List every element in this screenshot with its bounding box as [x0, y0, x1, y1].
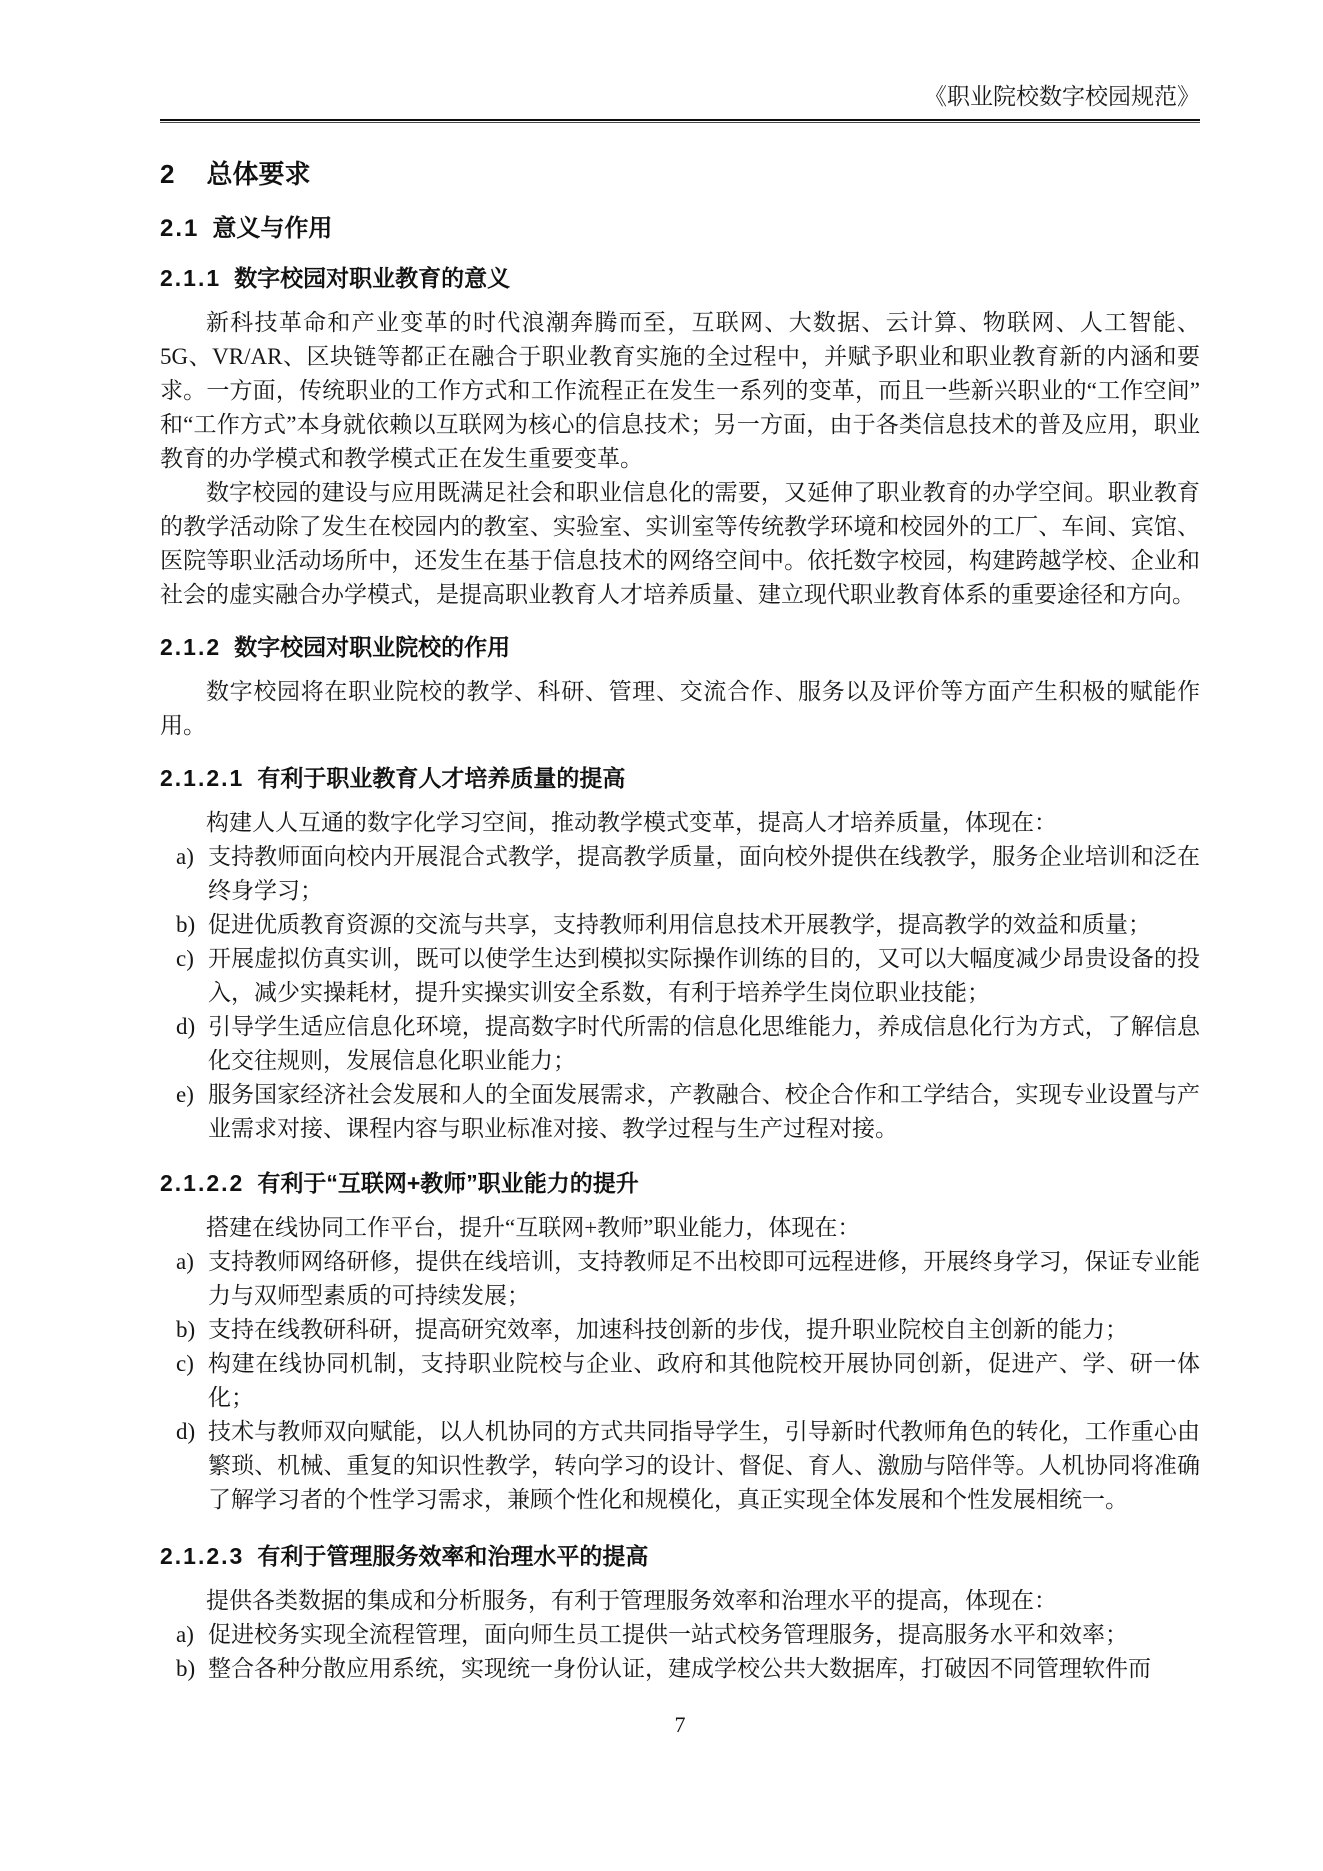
header-rule [160, 119, 1200, 123]
list-item-text: 促进优质教育资源的交流与共享，支持教师利用信息技术开展教学，提高教学的效益和质量； [208, 912, 1151, 937]
body-paragraph: 数字校园的建设与应用既满足社会和职业信息化的需要，又延伸了职业教育的办学空间。职业教育的教学活动除了发生在校园内的教室、实验室、实训室等传统教学环境和校园外的工厂、车间、宾馆、医院等职业活动场所中，还发生在基于信息技术的网络空间中。依托数字校园，构建跨越学校、企业和社会的虚实融合办学模式，是提高职业教育人才培养质量、建立现代职业教育体系的重要途径和方向。 [160, 480, 1200, 607]
list-item [160, 1652, 1200, 1686]
list-item-marker: b) [176, 1317, 196, 1342]
list-item [160, 908, 1200, 942]
list-item [160, 1010, 1200, 1078]
list-item-marker: d) [176, 1014, 196, 1039]
subsection-heading-2-1-2-2 [160, 1170, 1200, 1197]
subsection-title: 有利于“互联网+教师”职业能力的提升 [257, 1170, 639, 1196]
list-item [160, 1618, 1200, 1652]
list-item-marker: b) [176, 912, 196, 937]
list-intro-paragraph: 构建人人互通的数字化学习空间，推动教学模式变革，提高人才培养质量，体现在： [206, 810, 1057, 835]
list-item-text: 开展虚拟仿真实训，既可以使学生达到模拟实际操作训练的目的，又可以大幅度减少昂贵设备的投入，减少实操耗材，提升实操实训安全系数，有利于培养学生岗位职业技能； [208, 946, 1200, 1005]
alpha-list [160, 1245, 1200, 1517]
list-item-marker: c) [176, 1351, 194, 1376]
list-item-text: 技术与教师双向赋能，以人机协同的方式共同指导学生，引导新时代教师角色的转化，工作重心由繁琐、机械、重复的知识性教学，转向学习的设计、督促、育人、激励与陪伴等。人机协同将准确了解学习者的个性学习需求，兼顾个性化和规模化，真正实现全体发展和个性发展相统一。 [208, 1419, 1200, 1512]
section-heading [160, 215, 1200, 243]
subsection-title: 有利于管理服务效率和治理水平的提高 [257, 1543, 649, 1569]
subsection-heading-2-1-1 [160, 265, 1200, 292]
running-header-title: 《职业院校数字校园规范》 [924, 84, 1200, 109]
list-intro-paragraph: 搭建在线协同工作平台，提升“互联网+教师”职业能力，体现在： [206, 1215, 861, 1240]
list-item-text: 服务国家经济社会发展和人的全面发展需求，产教融合、校企合作和工学结合，实现专业设置与产业需求对接、课程内容与职业标准对接、教学过程与生产过程对接。 [208, 1082, 1200, 1141]
list-item-text: 支持在线教研科研，提高研究效率，加速科技创新的步伐，提升职业院校自主创新的能力； [208, 1317, 1128, 1342]
subsection-title: 数字校园对职业教育的意义 [234, 265, 511, 291]
list-item-marker: a) [176, 844, 194, 869]
page-number: 7 [674, 1712, 686, 1737]
list-item-text: 促进校务实现全流程管理，面向师生员工提供一站式校务管理服务，提高服务水平和效率； [208, 1622, 1128, 1647]
list-item-text: 支持教师面向校内开展混合式教学，提高教学质量，面向校外提供在线教学，服务企业培训和泛在终身学习； [208, 844, 1200, 903]
list-item [160, 1078, 1200, 1146]
list-intro-paragraph: 提供各类数据的集成和分析服务，有利于管理服务效率和治理水平的提高，体现在： [206, 1588, 1057, 1613]
list-item [160, 1347, 1200, 1415]
list-item-marker: c) [176, 946, 194, 971]
list-item-text: 支持教师网络研修，提供在线培训，支持教师足不出校即可远程进修，开展终身学习，保证专业能力与双师型素质的可持续发展； [208, 1249, 1200, 1308]
list-item-marker: e) [176, 1082, 194, 1107]
list-item-marker: b) [176, 1656, 196, 1681]
list-item-text: 引导学生适应信息化环境，提高数字时代所需的信息化思维能力，养成信息化行为方式，了解信息化交往规则，发展信息化职业能力； [208, 1014, 1200, 1073]
list-item [160, 1245, 1200, 1313]
section-title: 意义与作用 [212, 215, 333, 242]
header-rule-thin-line [160, 122, 1200, 123]
list-item [160, 840, 1200, 908]
subsection-title: 有利于职业教育人才培养质量的提高 [257, 765, 626, 791]
subsection-number: 2.1.2.3 [160, 1543, 245, 1569]
list-item-marker: a) [176, 1249, 194, 1274]
section-number: 2.1 [160, 215, 200, 242]
chapter-title: 总体要求 [206, 159, 311, 189]
subsection-number: 2.1.2.1 [160, 765, 245, 791]
body-paragraph: 数字校园将在职业院校的教学、科研、管理、交流合作、服务以及评价等方面产生积极的赋能作用。 [160, 679, 1200, 738]
list-item [160, 1313, 1200, 1347]
chapter-heading [160, 159, 1200, 189]
subsection-number: 2.1.2.2 [160, 1170, 245, 1196]
list-item-text: 构建在线协同机制，支持职业院校与企业、政府和其他院校开展协同创新，促进产、学、研一体化； [208, 1351, 1200, 1410]
subsection-number: 2.1.1 [160, 265, 222, 291]
body-paragraph: 新科技革命和产业变革的时代浪潮奔腾而至，互联网、大数据、云计算、物联网、人工智能、5G、VR/AR、区块链等都正在融合于职业教育实施的全过程中，并赋予职业和职业教育新的内涵和要求。一方面，传统职业的工作方式和工作流程正在发生一系列的变革，而且一些新兴职业的“工作空间”和“工作方式”本身就依赖以互联网为核心的信息技术；另一方面，由于各类信息技术的普及应用，职业教育的办学模式和教学模式正在发生重要变革。 [160, 310, 1200, 471]
subsection-heading-2-1-2-3 [160, 1543, 1200, 1570]
list-item [160, 1415, 1200, 1517]
list-item-text: 整合各种分散应用系统，实现统一身份认证，建成学校公共大数据库，打破因不同管理软件而 [208, 1656, 1151, 1681]
list-item-marker: a) [176, 1622, 194, 1647]
list-item-marker: d) [176, 1419, 196, 1444]
chapter-number: 2 [160, 159, 177, 189]
subsection-heading-2-1-2 [160, 634, 1200, 661]
alpha-list [160, 840, 1200, 1146]
subsection-number: 2.1.2 [160, 634, 222, 660]
subsection-heading-2-1-2-1 [160, 765, 1200, 792]
subsection-title: 数字校园对职业院校的作用 [234, 634, 511, 660]
list-item [160, 942, 1200, 1010]
alpha-list [160, 1618, 1200, 1686]
